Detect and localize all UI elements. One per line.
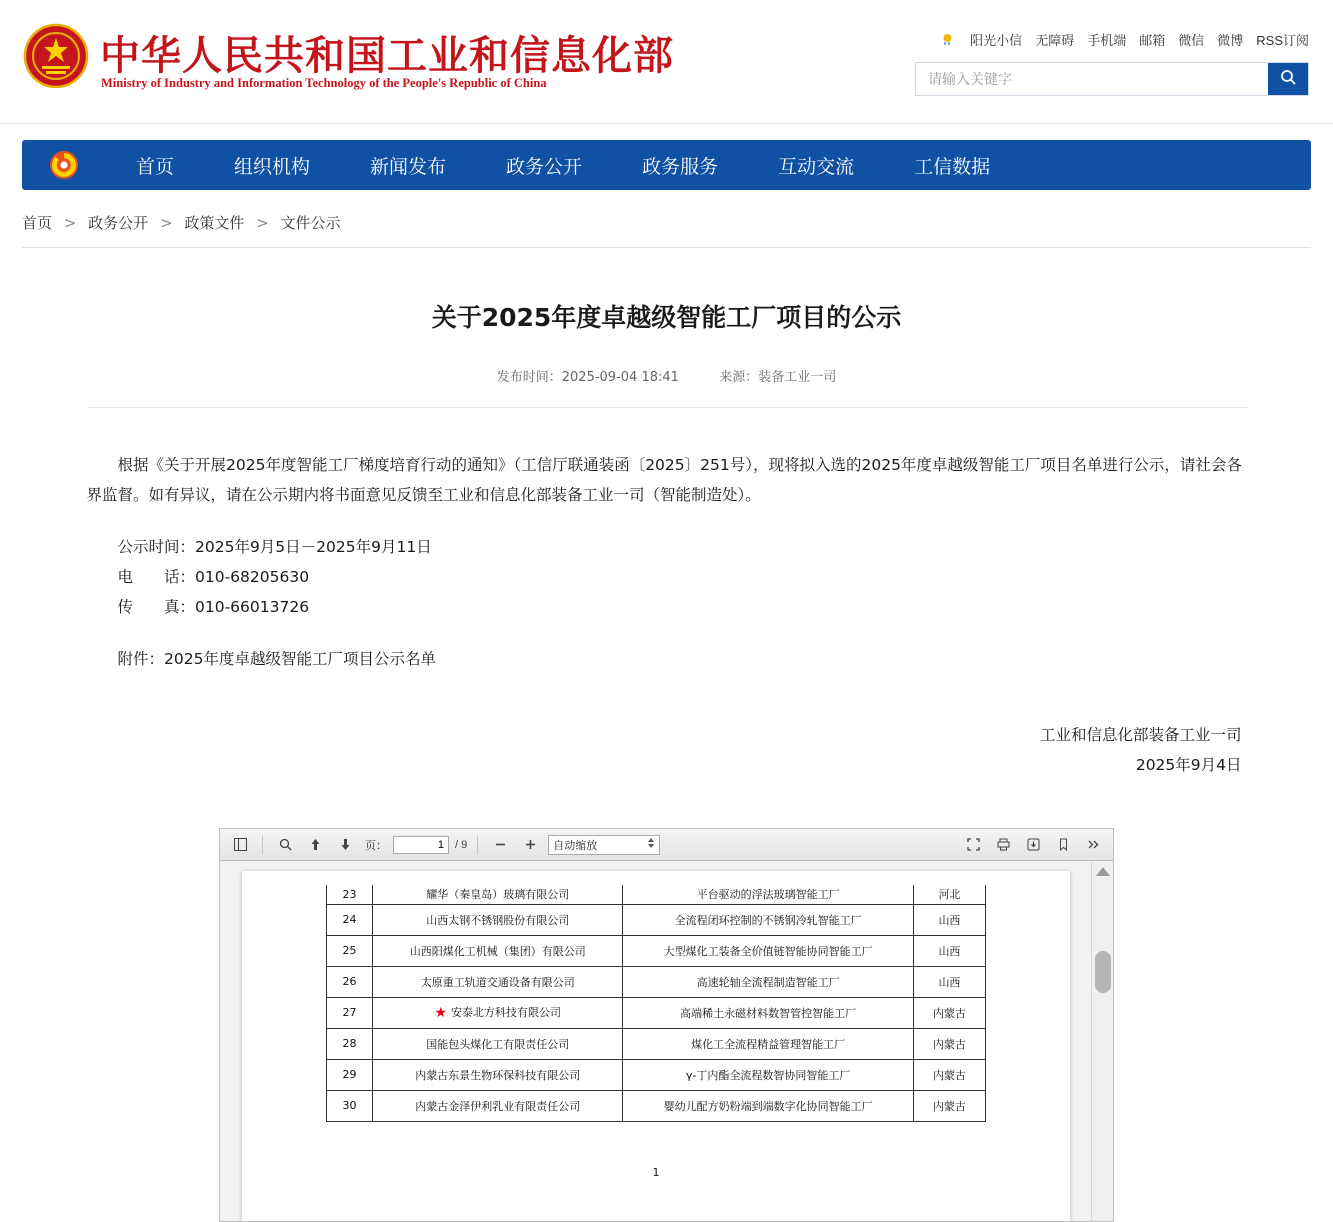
cell-company: ★ 安泰北方科技有限公司 [373,997,623,1028]
chevron-updown-icon [647,837,655,852]
zoom-level-value: 自动缩放 [553,839,598,852]
pdf-page-number: 1 [652,1165,660,1179]
article [87,298,1247,780]
sun-icon [940,32,955,47]
table-row [327,1059,986,1090]
table-row [327,935,986,966]
sign-date: 2025年9月4日 [1135,756,1242,774]
table-row-highlighted [327,997,986,1028]
table-row [327,885,986,904]
cell-region: 内蒙古 [913,1059,985,1090]
pdf-viewer [219,828,1114,1222]
red-star-icon: ★ [434,1005,448,1021]
search-input[interactable] [916,63,1268,95]
breadcrumb-item-disclosure[interactable]: 政务公开 [88,214,149,232]
article-meta [87,366,1247,408]
breadcrumb-item-notice[interactable]: 文件公示 [280,214,341,232]
toplink-mail[interactable]: 邮箱 [1139,33,1166,48]
nav-item-news[interactable]: 新闻发布 [370,155,447,178]
pdf-scrollbar[interactable] [1091,861,1113,1221]
previous-page-arrow-up-icon[interactable] [303,834,327,856]
toplink-mobile[interactable]: 手机端 [1087,33,1127,48]
publish-time: 2025-09-04 18:41 [561,370,679,385]
cell-no: 25 [327,935,373,966]
more-tools-chevrons-right-icon[interactable] [1081,834,1105,856]
cell-no: 23 [327,885,373,904]
cell-no: 28 [327,1028,373,1059]
fullscreen-icon[interactable] [961,834,985,856]
miit-logo-icon [22,148,106,182]
article-attachment[interactable]: 附件：2025年度卓越级智能工厂项目公示名单 [117,650,436,668]
nav-item-home[interactable]: 首页 [136,155,175,178]
pdf-page [242,871,1070,1221]
cell-region: 内蒙古 [913,1028,985,1059]
sidebar-toggle-icon[interactable] [228,834,252,856]
toplink-wechat[interactable]: 微信 [1178,33,1205,48]
next-page-arrow-down-icon[interactable] [333,834,357,856]
article-notice-time: 公示时间：2025年9月5日－2025年9月11日 [117,538,432,556]
search-icon [1280,69,1297,89]
page-number-input[interactable] [393,836,449,854]
cell-company: 耀华（秦皇岛）玻璃有限公司 [373,885,623,904]
cell-region: 山西 [913,904,985,935]
table-row [327,966,986,997]
source-value: 装备工业一司 [758,370,837,385]
cell-project: 婴幼儿配方奶粉端到端数字化协同智能工厂 [623,1090,913,1121]
find-search-icon[interactable] [273,834,297,856]
breadcrumb-separator: > [159,214,173,232]
search-button[interactable] [1268,63,1308,95]
site-header [0,0,1333,124]
nav-item-organization[interactable]: 组织机构 [234,155,311,178]
cell-project: 高速轮轴全流程制造智能工厂 [623,966,913,997]
cell-project: 煤化工全流程精益管理智能工厂 [623,1028,913,1059]
cell-company: 内蒙古东景生物环保科技有限公司 [373,1059,623,1090]
cell-company: 山西阳煤化工机械（集团）有限公司 [373,935,623,966]
cell-company: 内蒙古金泽伊利乳业有限责任公司 [373,1090,623,1121]
cell-region: 河北 [913,885,985,904]
cell-no: 27 [327,997,373,1028]
cell-project: 高端稀土永磁材料数智管控智能工厂 [623,997,913,1028]
zoom-in-button[interactable] [518,834,542,856]
page-label: 页： [365,839,387,852]
breadcrumb-separator: > [63,214,77,232]
scroll-up-arrow-icon[interactable] [1096,867,1110,876]
breadcrumb-item-home[interactable]: 首页 [22,214,53,232]
top-links [940,30,1309,49]
cell-region: 山西 [913,966,985,997]
article-phone: 电 话：010-68205630 [117,568,310,586]
breadcrumb-separator: > [256,214,269,232]
cell-company: 山西太钢不锈钢股份有限公司 [373,904,623,935]
toplink-weibo[interactable]: 微博 [1217,33,1244,48]
pdf-viewport[interactable] [220,861,1113,1221]
toplink-sunshine[interactable]: 阳光小信 [970,33,1023,48]
cell-company: 国能包头煤化工有限责任公司 [373,1028,623,1059]
factory-list-table [326,885,986,1122]
national-emblem-icon [22,22,90,90]
nav-item-interaction[interactable]: 互动交流 [778,155,855,178]
search-bar [915,62,1309,96]
main-nav [22,140,1311,190]
cell-no: 30 [327,1090,373,1121]
cell-no: 24 [327,904,373,935]
site-title-en: Ministry of Industry and Information Technology of the People's Republic of China [101,76,547,90]
cell-no: 29 [327,1059,373,1090]
article-body [87,450,1247,674]
cell-region: 内蒙古 [913,997,985,1028]
table-row [327,904,986,935]
cell-region: 山西 [913,935,985,966]
page-title: 关于2025年度卓越级智能工厂项目的公示 [431,303,902,332]
page-total: / 9 [455,838,468,851]
article-fax: 传 真：010-66013726 [117,598,310,616]
scrollbar-thumb[interactable] [1095,951,1111,993]
article-signature [87,720,1247,780]
zoom-level-select[interactable] [548,835,660,855]
cell-project: 全流程闭环控制的不锈钢冷轧智能工厂 [623,904,913,935]
breadcrumb-item-policy[interactable]: 政策文件 [184,214,245,232]
nav-item-government-services[interactable]: 政务服务 [642,155,719,178]
table-row [327,1090,986,1121]
pdf-toolbar [220,829,1113,861]
zoom-out-button[interactable] [488,834,512,856]
publish-time-label: 发布时间： [496,370,562,385]
cell-company: 太原重工轨道交通设备有限公司 [373,966,623,997]
download-icon[interactable] [1021,834,1045,856]
bookmark-icon[interactable] [1051,834,1075,856]
nav-item-government-disclosure[interactable]: 政务公开 [506,155,583,178]
cell-no: 26 [327,966,373,997]
source-label: 来源： [719,370,759,385]
cell-region: 内蒙古 [913,1090,985,1121]
cell-project: γ-丁内酯全流程数智协同智能工厂 [623,1059,913,1090]
signer-name: 工业和信息化部装备工业一司 [1039,726,1242,744]
site-title-cn: 中华人民共和国工业和信息化部 [100,33,674,79]
toplink-accessibility[interactable]: 无障碍 [1035,33,1075,48]
cell-project: 大型煤化工装备全价值链智能协同智能工厂 [623,935,913,966]
nav-item-data[interactable]: 工信数据 [914,155,991,178]
table-row [327,1028,986,1059]
print-icon[interactable] [991,834,1015,856]
breadcrumb [22,212,1311,248]
toplink-rss[interactable]: RSS订阅 [1256,33,1309,48]
cell-project: 平台驱动的浮法玻璃智能工厂 [623,885,913,904]
article-paragraph-1: 根据《关于开展2025年度智能工厂梯度培育行动的通知》（工信厅联通装函〔2025〕251号），现将拟入选的2025年度卓越级智能工厂项目名单进行公示，请社会各界监督。如有异议，请在公示期内将书面意见反馈至工业和信息化部装备工业一司（智能制造处）。 [86,456,1242,504]
